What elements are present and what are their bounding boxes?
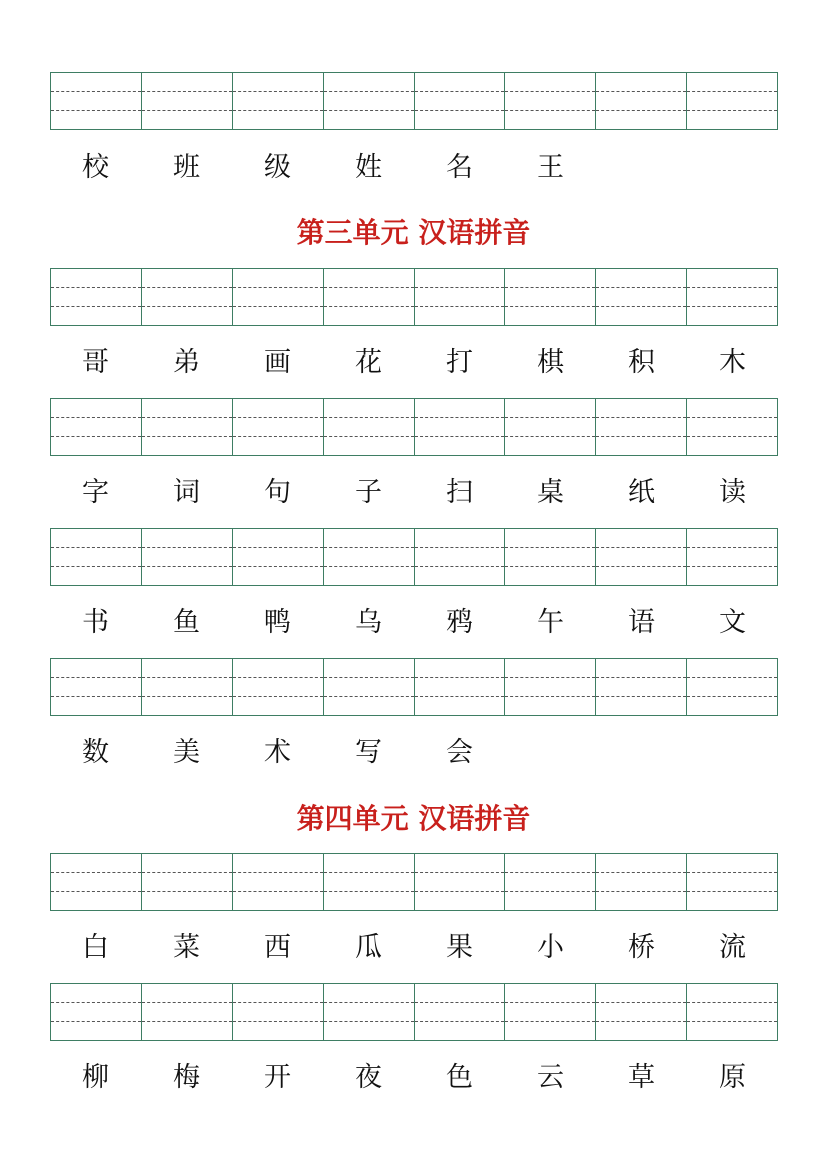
hanzi-character: 术 <box>264 737 291 768</box>
pinyin-cell <box>505 659 596 715</box>
pinyin-cell <box>324 73 415 129</box>
pinyin-cell <box>51 854 142 910</box>
hanzi-character: 姓 <box>355 152 382 183</box>
hanzi-character <box>596 148 687 188</box>
hanzi-character: 扫 <box>446 477 473 508</box>
hanzi-character: 流 <box>719 932 746 963</box>
pinyin-cell <box>51 269 142 325</box>
hanzi-character: 午 <box>537 607 564 638</box>
hanzi-character: 写 <box>355 737 382 768</box>
hanzi-character: 云 <box>537 1062 564 1093</box>
hanzi-character: 花 <box>355 347 382 378</box>
hanzi-character <box>505 733 596 773</box>
hanzi-character: 美 <box>173 737 200 768</box>
pinyin-cell <box>596 73 687 129</box>
hanzi-character: 柳 <box>82 1062 109 1093</box>
hanzi-character: 桌 <box>537 477 564 508</box>
pinyin-cell <box>233 854 324 910</box>
pinyin-cell <box>324 659 415 715</box>
pinyin-cell <box>687 659 777 715</box>
pinyin-cell <box>233 269 324 325</box>
pinyin-cell <box>233 659 324 715</box>
pinyin-cell <box>505 269 596 325</box>
pinyin-grid <box>50 72 778 130</box>
pinyin-grid <box>50 983 778 1041</box>
hanzi-character: 画 <box>264 347 291 378</box>
hanzi-character: 名 <box>446 152 473 183</box>
pinyin-cell <box>505 73 596 129</box>
hanzi-character: 弟 <box>173 347 200 378</box>
pinyin-cell <box>596 269 687 325</box>
character-row <box>50 148 778 188</box>
pinyin-cell <box>687 73 777 129</box>
hanzi-character: 果 <box>446 932 473 963</box>
pinyin-cell <box>324 854 415 910</box>
hanzi-character: 数 <box>82 737 109 768</box>
pinyin-cell <box>687 269 777 325</box>
hanzi-character: 乌 <box>355 607 382 638</box>
hanzi-character: 句 <box>264 477 291 508</box>
pinyin-cell <box>415 529 506 585</box>
hanzi-character: 开 <box>264 1062 291 1093</box>
pinyin-cell <box>324 399 415 455</box>
hanzi-character: 夜 <box>355 1062 382 1093</box>
pinyin-cell <box>324 269 415 325</box>
hanzi-character: 色 <box>446 1062 473 1093</box>
pinyin-cell <box>324 529 415 585</box>
hanzi-character: 鱼 <box>173 607 200 638</box>
pinyin-cell <box>142 529 233 585</box>
pinyin-cell <box>596 659 687 715</box>
hanzi-character: 纸 <box>628 477 655 508</box>
pinyin-cell <box>596 529 687 585</box>
pinyin-cell <box>687 529 777 585</box>
pinyin-grid <box>50 398 778 456</box>
pinyin-cell <box>142 984 233 1040</box>
unit-3-heading: 第三单元 汉语拼音 <box>296 216 531 249</box>
pinyin-cell <box>142 399 233 455</box>
pinyin-cell <box>51 984 142 1040</box>
pinyin-grid <box>50 658 778 716</box>
hanzi-character: 打 <box>446 347 473 378</box>
pinyin-cell <box>142 73 233 129</box>
pinyin-grid <box>50 268 778 326</box>
pinyin-cell <box>687 399 777 455</box>
character-row <box>50 473 778 513</box>
character-row <box>50 343 778 383</box>
pinyin-cell <box>505 529 596 585</box>
hanzi-character: 西 <box>264 932 291 963</box>
hanzi-character: 级 <box>264 152 291 183</box>
hanzi-character: 菜 <box>173 932 200 963</box>
pinyin-cell <box>233 984 324 1040</box>
pinyin-cell <box>415 73 506 129</box>
pinyin-cell <box>324 984 415 1040</box>
pinyin-cell <box>596 984 687 1040</box>
hanzi-character: 鸭 <box>264 607 291 638</box>
hanzi-character: 木 <box>719 347 746 378</box>
hanzi-character: 白 <box>82 932 109 963</box>
hanzi-character: 小 <box>537 932 564 963</box>
hanzi-character: 词 <box>173 477 200 508</box>
hanzi-character <box>596 733 687 773</box>
pinyin-cell <box>233 73 324 129</box>
hanzi-character: 校 <box>82 152 109 183</box>
hanzi-character: 鸦 <box>446 607 473 638</box>
pinyin-cell <box>596 399 687 455</box>
pinyin-cell <box>505 854 596 910</box>
pinyin-cell <box>142 659 233 715</box>
hanzi-character: 王 <box>537 152 564 183</box>
pinyin-cell <box>51 659 142 715</box>
pinyin-cell <box>51 73 142 129</box>
character-row <box>50 603 778 643</box>
hanzi-character: 书 <box>82 607 109 638</box>
pinyin-cell <box>51 529 142 585</box>
hanzi-character: 语 <box>628 607 655 638</box>
hanzi-character: 读 <box>719 477 746 508</box>
pinyin-cell <box>505 984 596 1040</box>
pinyin-cell <box>415 854 506 910</box>
hanzi-character: 桥 <box>628 932 655 963</box>
pinyin-cell <box>415 269 506 325</box>
hanzi-character <box>687 733 778 773</box>
pinyin-cell <box>415 659 506 715</box>
character-row <box>50 928 778 968</box>
hanzi-character: 棋 <box>537 347 564 378</box>
pinyin-grid <box>50 853 778 911</box>
hanzi-character: 文 <box>719 607 746 638</box>
pinyin-cell <box>415 399 506 455</box>
hanzi-character: 梅 <box>173 1062 200 1093</box>
hanzi-character <box>687 148 778 188</box>
pinyin-cell <box>142 854 233 910</box>
hanzi-character: 字 <box>82 477 109 508</box>
character-row <box>50 1058 778 1098</box>
character-row <box>50 733 778 773</box>
pinyin-cell <box>687 984 777 1040</box>
pinyin-cell <box>142 269 233 325</box>
pinyin-cell <box>233 399 324 455</box>
hanzi-character: 班 <box>173 152 200 183</box>
pinyin-cell <box>233 529 324 585</box>
pinyin-cell <box>505 399 596 455</box>
hanzi-character: 瓜 <box>355 932 382 963</box>
pinyin-cell <box>51 399 142 455</box>
pinyin-grid <box>50 528 778 586</box>
hanzi-character: 子 <box>355 477 382 508</box>
pinyin-cell <box>596 854 687 910</box>
hanzi-character: 草 <box>628 1062 655 1093</box>
unit-4-heading: 第四单元 汉语拼音 <box>296 802 531 835</box>
hanzi-character: 积 <box>628 347 655 378</box>
hanzi-character: 会 <box>446 737 473 768</box>
pinyin-cell <box>687 854 777 910</box>
pinyin-cell <box>415 984 506 1040</box>
hanzi-character: 哥 <box>82 347 109 378</box>
hanzi-character: 原 <box>719 1062 746 1093</box>
